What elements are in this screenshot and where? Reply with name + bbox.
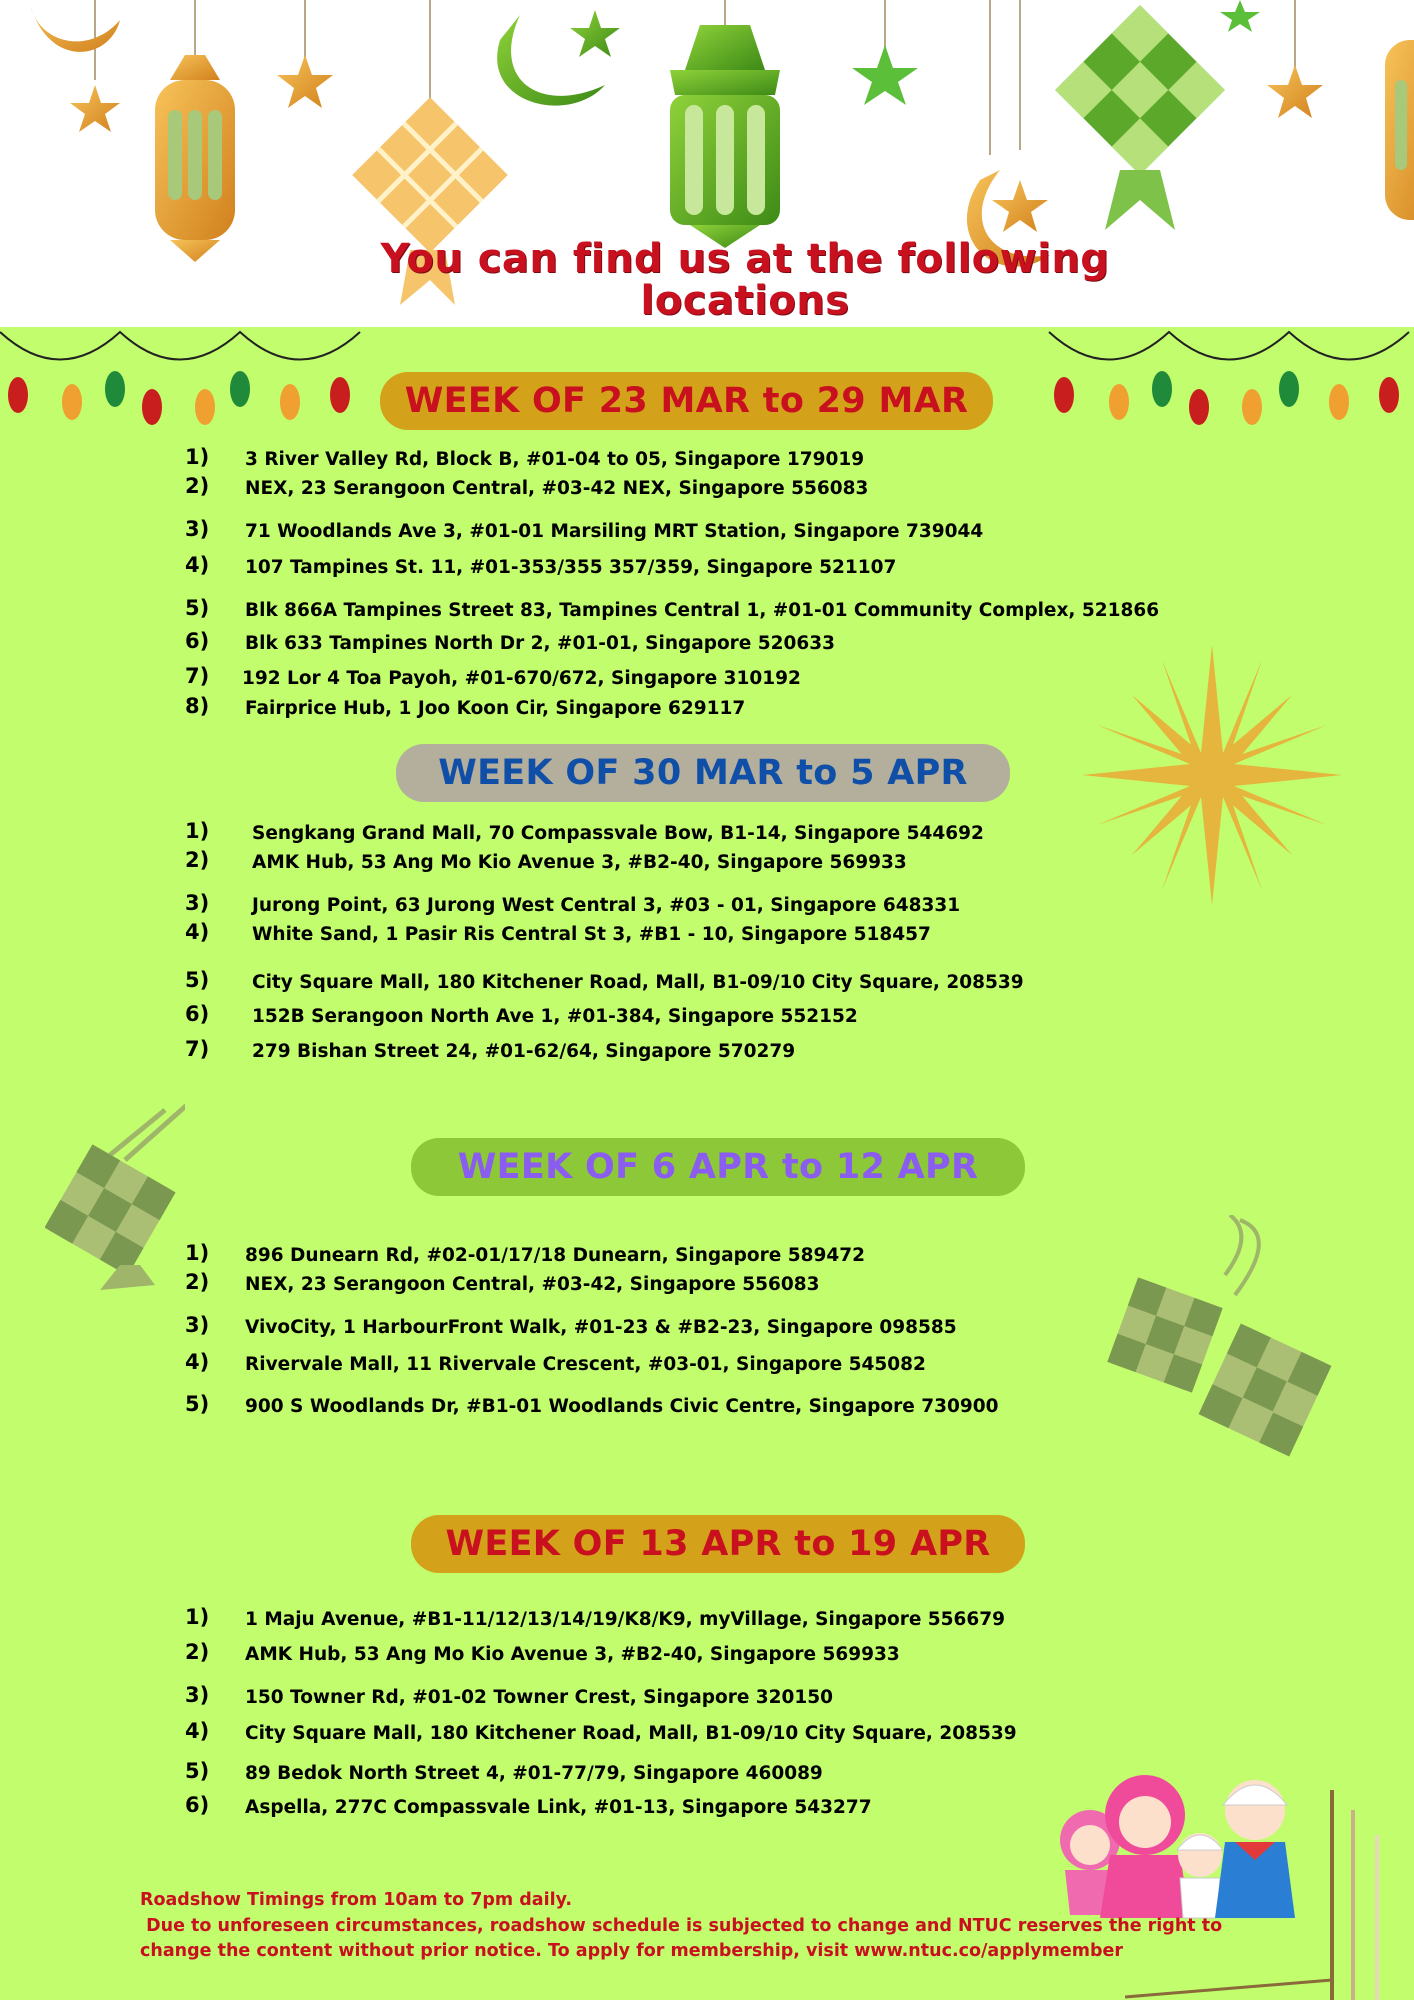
footer-timings: Roadshow Timings from 10am to 7pm daily. bbox=[140, 1890, 573, 1910]
location-address: Blk 633 Tampines North Dr 2, #01-01, Singapore 520633 bbox=[245, 633, 836, 654]
location-address: AMK Hub, 53 Ang Mo Kio Avenue 3, #B2-40, Singapore 569933 bbox=[252, 852, 907, 873]
location-number: 2) bbox=[185, 1270, 210, 1294]
location-number: 7) bbox=[185, 1037, 210, 1061]
location-number: 3) bbox=[185, 1683, 210, 1707]
location-address: Aspella, 277C Compassvale Link, #01-13, Singapore 543277 bbox=[245, 1797, 872, 1818]
location-address: 1 Maju Avenue, #B1-11/12/13/14/19/K8/K9, myVillage, Singapore 556679 bbox=[245, 1609, 1006, 1630]
week-1-header: WEEK OF 23 MAR to 29 MAR bbox=[380, 372, 993, 430]
location-address: VivoCity, 1 HarbourFront Walk, #01-23 & #B2-23, Singapore 098585 bbox=[245, 1317, 957, 1338]
ketupat-left-icon bbox=[45, 1080, 185, 1295]
location-number: 2) bbox=[185, 848, 210, 872]
location-address: 279 Bishan Street 24, #01-62/64, Singapore 570279 bbox=[252, 1041, 796, 1062]
string-lights-right-icon bbox=[1044, 327, 1414, 437]
location-address: Sengkang Grand Mall, 70 Compassvale Bow, B1-14, Singapore 544692 bbox=[252, 823, 984, 844]
location-address: City Square Mall, 180 Kitchener Road, Mall, B1-09/10 City Square, 208539 bbox=[252, 972, 1024, 993]
location-number: 3) bbox=[185, 891, 210, 915]
location-address: 900 S Woodlands Dr, #B1-01 Woodlands Civic Centre, Singapore 730900 bbox=[245, 1396, 999, 1417]
header-banner bbox=[0, 0, 1414, 327]
location-address: Blk 866A Tampines Street 83, Tampines Central 1, #01-01 Community Complex, 521866 bbox=[245, 600, 1160, 621]
week-3-header: WEEK OF 6 APR to 12 APR bbox=[411, 1138, 1025, 1196]
location-number: 8) bbox=[185, 694, 210, 718]
bamboo-frame-icon bbox=[1125, 1785, 1414, 2000]
starburst-icon bbox=[1080, 640, 1345, 910]
location-address: Jurong Point, 63 Jurong West Central 3, #03 - 01, Singapore 648331 bbox=[252, 895, 961, 916]
location-number: 3) bbox=[185, 517, 210, 541]
footer-disclaimer: Due to unforeseen circumstances, roadshow schedule is subjected to change and NTUC reserves the right to change the content without prior notice. To apply for membership, visit www.ntuc.co/applymember bbox=[140, 1916, 1223, 1961]
ketupat-right-icon bbox=[1105, 1215, 1335, 1475]
location-address: 152B Serangoon North Ave 1, #01-384, Singapore 552152 bbox=[252, 1006, 858, 1027]
location-address: 896 Dunearn Rd, #02-01/17/18 Dunearn, Singapore 589472 bbox=[245, 1245, 865, 1266]
location-address: City Square Mall, 180 Kitchener Road, Mall, B1-09/10 City Square, 208539 bbox=[245, 1723, 1017, 1744]
location-number: 4) bbox=[185, 1719, 210, 1743]
location-number: 6) bbox=[185, 629, 210, 653]
page-title: You can find us at the following locations bbox=[380, 236, 1110, 324]
location-address: Fairprice Hub, 1 Joo Koon Cir, Singapore 629117 bbox=[245, 698, 746, 719]
location-number: 5) bbox=[185, 968, 210, 992]
location-number: 1) bbox=[185, 819, 210, 843]
location-number: 5) bbox=[185, 596, 210, 620]
week-2-header: WEEK OF 30 MAR to 5 APR bbox=[396, 744, 1010, 802]
location-number: 3) bbox=[185, 1313, 210, 1337]
location-address: 150 Towner Rd, #01-02 Towner Crest, Singapore 320150 bbox=[245, 1687, 834, 1708]
location-address: 3 River Valley Rd, Block B, #01-04 to 05, Singapore 179019 bbox=[245, 449, 865, 470]
week-4-header: WEEK OF 13 APR to 19 APR bbox=[411, 1515, 1025, 1573]
location-number: 4) bbox=[185, 553, 210, 577]
location-number: 1) bbox=[185, 1605, 210, 1629]
location-address: White Sand, 1 Pasir Ris Central St 3, #B1 - 10, Singapore 518457 bbox=[252, 924, 931, 945]
location-number: 5) bbox=[185, 1392, 210, 1416]
location-number: 1) bbox=[185, 1241, 210, 1265]
location-number: 5) bbox=[185, 1759, 210, 1783]
location-address: 71 Woodlands Ave 3, #01-01 Marsiling MRT Station, Singapore 739044 bbox=[245, 521, 984, 542]
location-number: 6) bbox=[185, 1002, 210, 1026]
location-number: 2) bbox=[185, 1640, 210, 1664]
location-number: 4) bbox=[185, 1350, 210, 1374]
location-address: NEX, 23 Serangoon Central, #03-42 NEX, Singapore 556083 bbox=[245, 478, 869, 499]
location-address: 192 Lor 4 Toa Payoh, #01-670/672, Singapore 310192 bbox=[242, 668, 801, 689]
location-address: 89 Bedok North Street 4, #01-77/79, Singapore 460089 bbox=[245, 1763, 823, 1784]
location-address: Rivervale Mall, 11 Rivervale Crescent, #03-01, Singapore 545082 bbox=[245, 1354, 926, 1375]
location-number: 4) bbox=[185, 920, 210, 944]
location-address: NEX, 23 Serangoon Central, #03-42, Singapore 556083 bbox=[245, 1274, 820, 1295]
location-number: 1) bbox=[185, 445, 210, 469]
location-address: 107 Tampines St. 11, #01-353/355 357/359, Singapore 521107 bbox=[245, 557, 897, 578]
string-lights-left-icon bbox=[0, 327, 370, 437]
location-address: AMK Hub, 53 Ang Mo Kio Avenue 3, #B2-40, Singapore 569933 bbox=[245, 1644, 900, 1665]
location-number: 6) bbox=[185, 1793, 210, 1817]
location-number: 2) bbox=[185, 474, 210, 498]
location-number: 7) bbox=[185, 664, 210, 688]
